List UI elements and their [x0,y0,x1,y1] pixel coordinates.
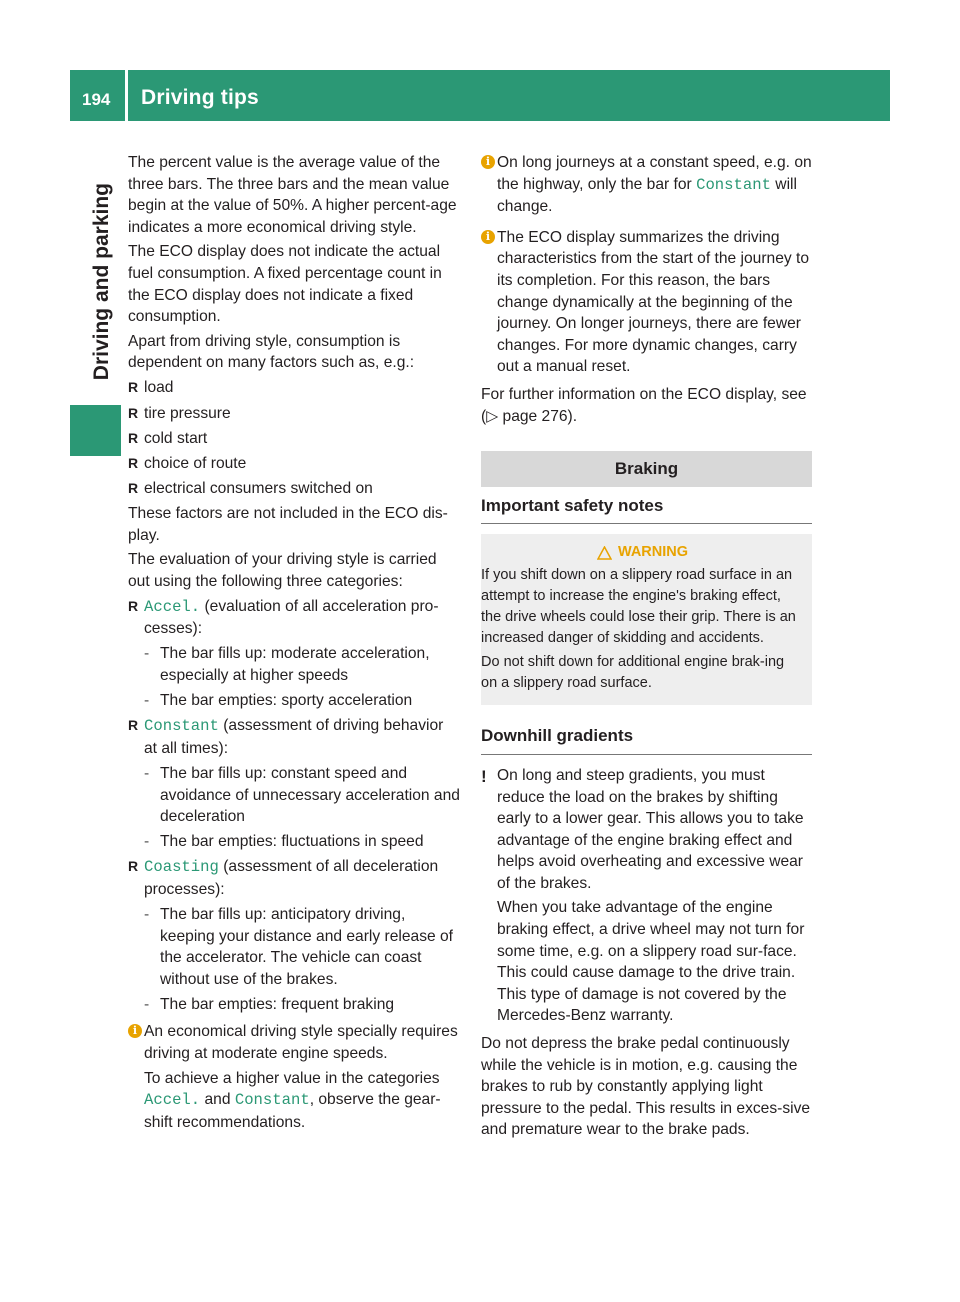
list-item: R load [128,379,174,397]
left-column [128,152,460,1139]
list-item: R choice of route [128,454,247,472]
side-tab [82,140,122,380]
caution-note: ! On long and steep gradients, you must reduce the load on the brakes by shifting early to a lower gear. This allows you to take advantage of the engine braking effect and helps avoid overheating and excessive wear of the brakes. When you take advantage of the engine braking effect, a drive wheel may not turn for some time, e.g. on a slippery road sur-face. This could cause damage to the drive train. This type of damage is not covered by the Mercedes-Benz warranty. [481,766,805,1025]
list-item: R electrical consumers switched on [128,479,373,497]
info-note: i The ECO display summarizes the driving characteristics from the start of the journey to its completion. For this reason, the bars change dynamically at the beginning of the journey. On longer journeys, there are fewer changes. For more dynamic changes, carry out a manual reset. [481,227,812,378]
page-number: 194 [82,90,111,109]
right-column [481,152,812,1141]
list-item: - The bar empties: frequent braking [144,995,395,1013]
warning-box [481,534,812,705]
list-item: - The bar fills up: anticipatory driving, keeping your distance and early release of the accelerator. The vehicle can coast without use of the brakes. [144,906,453,988]
paragraph: Apart from driving style, consumption is dependent on many factors such as, e.g.: [128,332,415,372]
category-coasting: R Coasting (assessment of all deceleration processes): [128,858,439,898]
paragraph: For further information on the ECO display, see (▷ page 276). [481,385,807,425]
category-accel: R Accel. (evaluation of all acceleration pro-cesses): [128,597,439,638]
heading-safety-notes: Important safety notes [481,487,812,525]
side-tab-label: Driving and parking [90,182,113,380]
info-icon: i [481,155,495,169]
warning-triangle-icon [597,546,612,560]
warning-text: If you shift down on a slippery road surface in an attempt to increase the engine's braking effect, the drive wheels could lose their grip. There is an increased danger of skidding and accidents. [481,567,796,647]
info-note: i An economical driving style specially requires driving at moderate engine speeds. To achieve a higher value in the categories Accel. and Constant, observe the gear-shift recommendations. [128,1021,460,1133]
info-note: i On long journeys at a constant speed, e.g. on the highway, only the bar for Constant will change. [481,152,812,218]
list-item: - The bar empties: fluctuations in speed [144,833,424,851]
warning-title: WARNING [617,544,689,561]
heading-downhill: Downhill gradients [481,717,812,755]
list-item: R cold start [128,429,208,447]
paragraph: The ECO display does not indicate the actual fuel consumption. A fixed percentage count in the ECO display does not indicate a fixed consumption. [128,243,442,326]
list-item: - The bar fills up: constant speed and avoidance of unnecessary acceleration and deceleration [144,764,460,826]
paragraph: Do not depress the brake pedal continuously while the vehicle is in motion, e.g. causing the brakes to rub by constantly applying light pressure to the pedal. This results in exces-sive and premature wear to the brake pads. [481,1035,811,1139]
list-item: R tire pressure [128,404,231,422]
paragraph: These factors are not included in the ECO dis-play. [128,504,448,544]
header-divider [125,70,128,121]
info-icon: i [128,1024,142,1038]
paragraph: The evaluation of your driving style is carried out using the following three categories: [128,551,437,590]
exclamation-icon: ! [481,766,487,786]
warning-text: Do not shift down for additional engine brak-ing on a slippery road surface. [481,654,785,692]
chapter-heading-braking: Braking [481,451,812,487]
side-tab-marker [70,405,121,456]
list-item: - The bar fills up: moderate acceleration, especially at higher speeds [144,645,430,685]
category-constant: R Constant (assessment of driving behavior at all times): [128,717,444,757]
paragraph: The percent value is the average value of the three bars. The three bars and the mean value begin at the value of 50%. A higher percent-age indicates a more economical driving style. [128,154,457,236]
list-item: - The bar empties: sporty acceleration [144,692,413,710]
info-icon: i [481,230,495,244]
section-title: Driving tips [141,86,259,109]
